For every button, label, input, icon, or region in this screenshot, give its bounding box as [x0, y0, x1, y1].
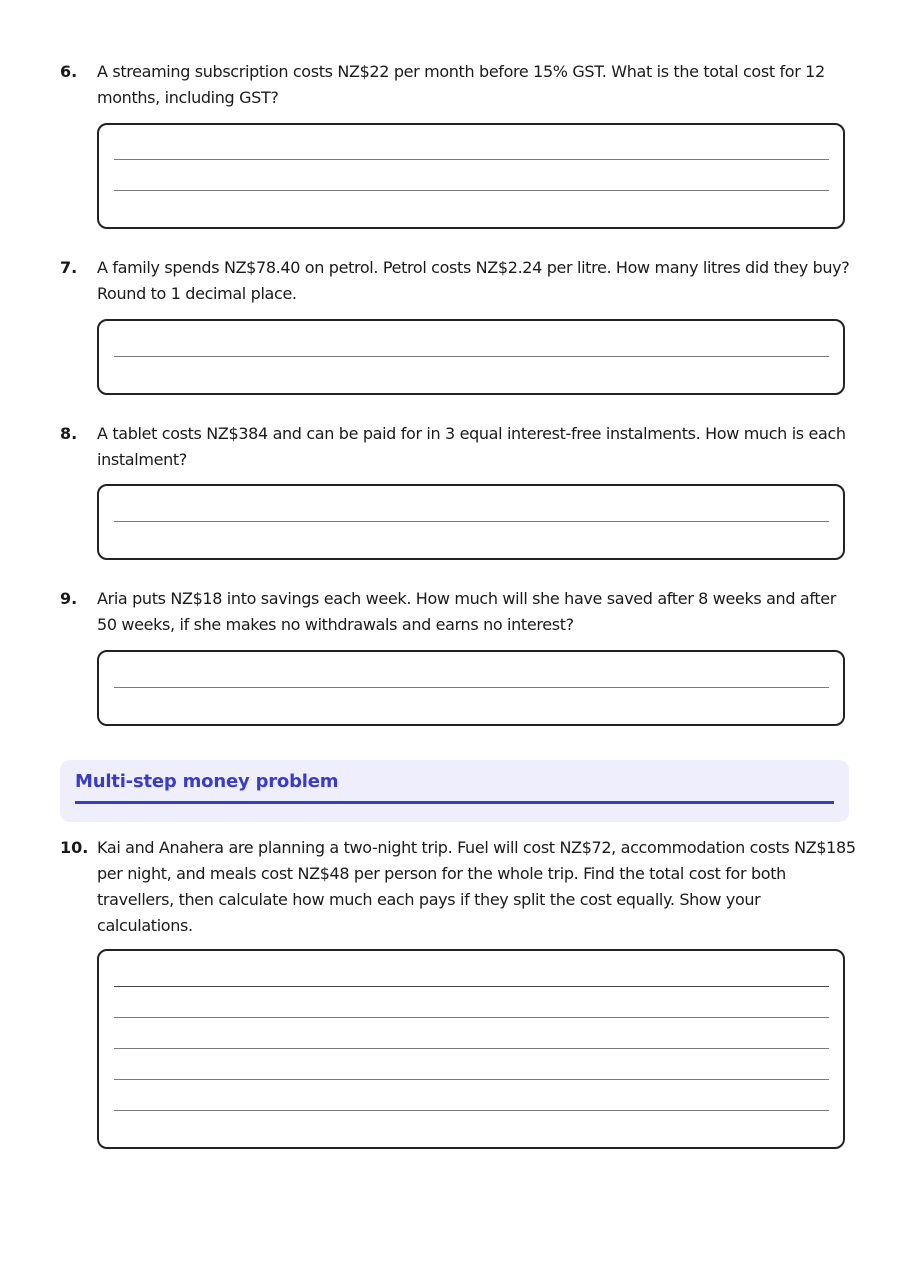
section-title: Multi-step money problem — [75, 771, 339, 792]
answer-line — [114, 1017, 829, 1018]
answer-line — [114, 1048, 829, 1049]
question-number: 9. — [60, 589, 78, 608]
answer-line — [114, 159, 829, 160]
question-number: 6. — [60, 62, 78, 81]
answer-line — [114, 190, 829, 191]
answer-box[interactable] — [97, 484, 845, 560]
answer-box[interactable] — [97, 123, 845, 229]
question-number: 8. — [60, 424, 78, 443]
answer-box[interactable] — [97, 949, 845, 1149]
question-text: Aria puts NZ$18 into savings each week. How much will she have saved after 8 weeks and after 50 weeks, if she makes no withdrawals and earns no interest? — [97, 589, 836, 634]
question-text: A family spends NZ$78.40 on petrol. Petrol costs NZ$2.24 per litre. How many litres did they buy? Round to 1 decimal place. — [97, 258, 850, 303]
answer-box[interactable] — [97, 650, 845, 726]
answer-line — [114, 687, 829, 688]
question-text: A streaming subscription costs NZ$22 per month before 15% GST. What is the total cost for 12 months, including GST? — [97, 62, 825, 107]
question-number: 10. — [60, 838, 89, 857]
answer-line — [114, 986, 829, 987]
question-text: A tablet costs NZ$384 and can be paid for in 3 equal interest-free instalments. How much is each instalment? — [97, 424, 846, 469]
section-header — [60, 760, 849, 822]
question-text: Kai and Anahera are planning a two-night trip. Fuel will cost NZ$72, accommodation costs NZ$185 per night, and meals cost NZ$48 per person for the whole trip. Find the total cost for both travellers, then calculate how much each pays if they split the cost equally. Show your calculations. — [97, 838, 856, 935]
section-underline — [75, 801, 834, 804]
answer-line — [114, 356, 829, 357]
answer-line — [114, 1110, 829, 1111]
answer-line — [114, 1079, 829, 1080]
answer-box[interactable] — [97, 319, 845, 395]
answer-line — [114, 521, 829, 522]
question-number: 7. — [60, 258, 78, 277]
